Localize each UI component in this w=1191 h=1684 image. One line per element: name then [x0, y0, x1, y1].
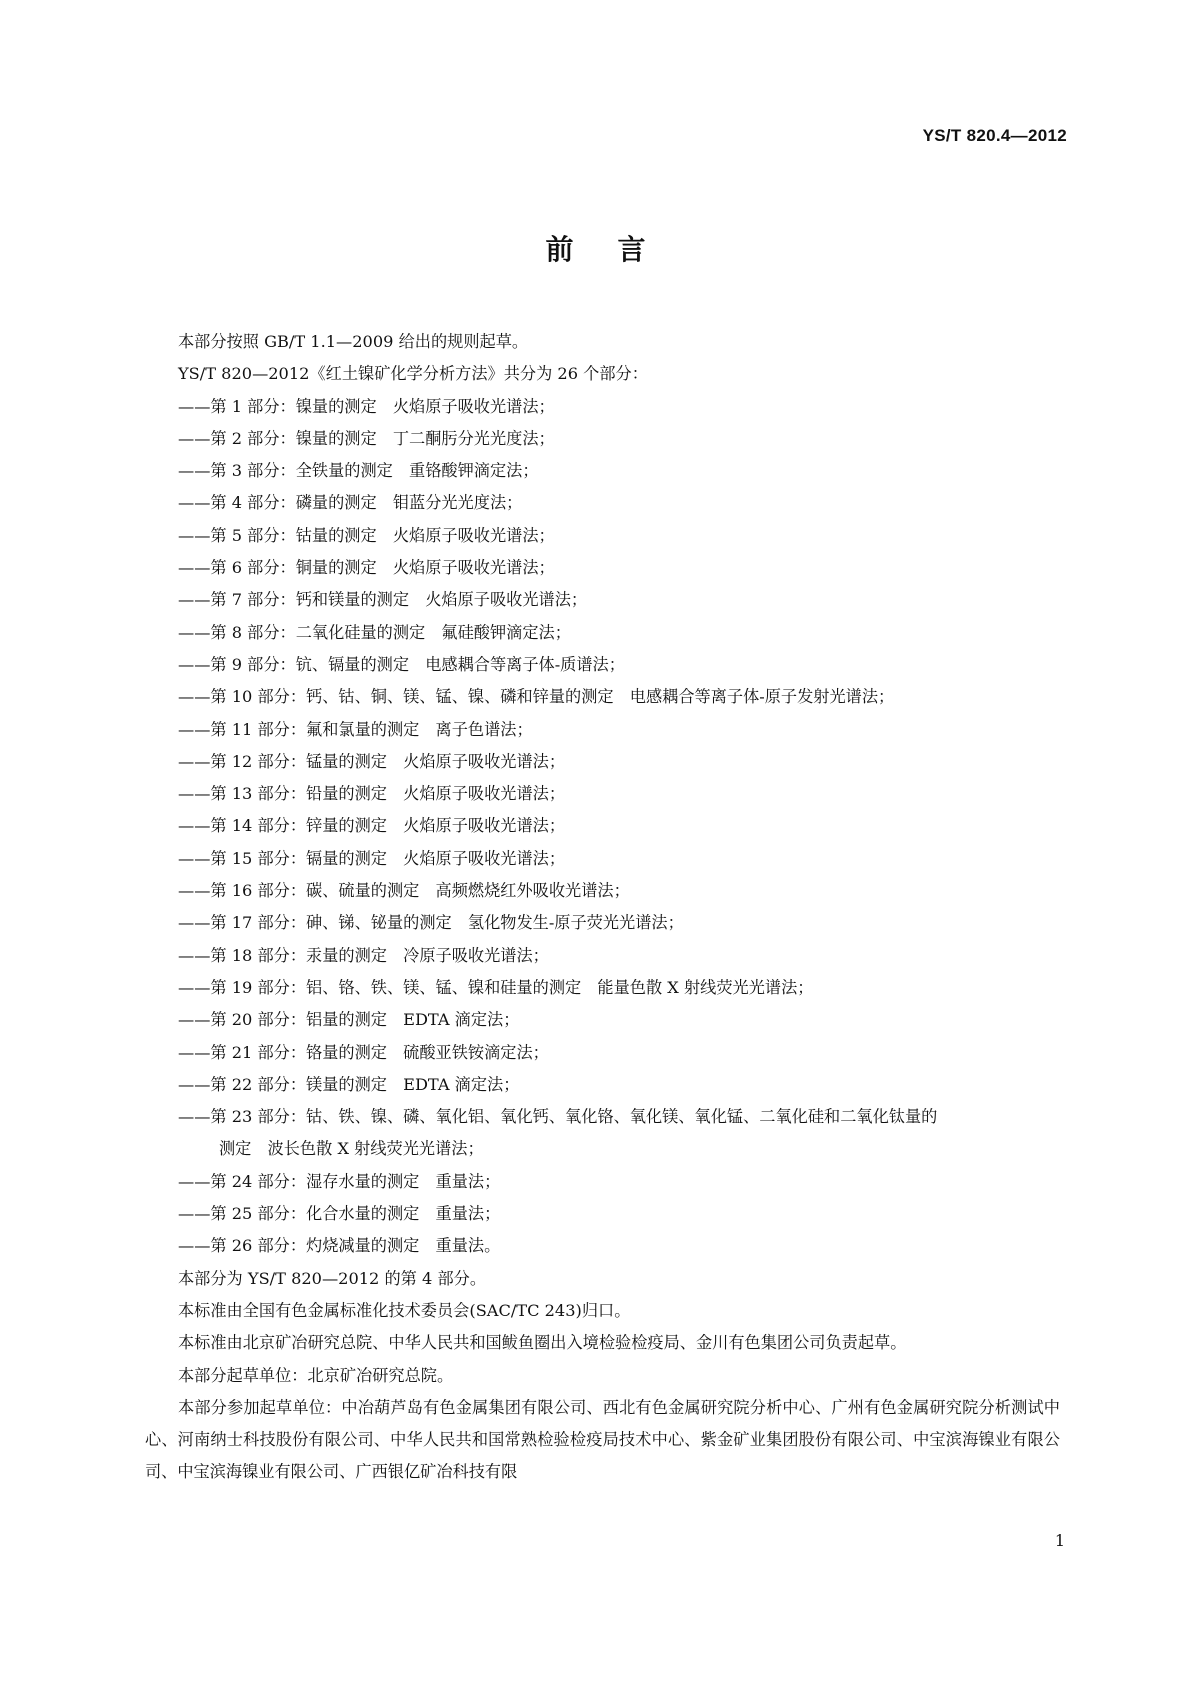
paragraph-drafting-unit: 本部分起草单位：北京矿冶研究总院。: [178, 1365, 454, 1385]
list-item: ——第 13 部分：铅量的测定 火焰原子吸收光谱法；: [178, 784, 566, 804]
list-item: ——第 9 部分：钪、镉量的测定 电感耦合等离子体-质谱法；: [178, 654, 625, 674]
paragraph-centralized-by: 本标准由全国有色金属标准化技术委员会(SAC/TC 243)归口。: [178, 1300, 631, 1320]
list-item: ——第 18 部分：汞量的测定 冷原子吸收光谱法；: [178, 945, 549, 965]
list-item: ——第 1 部分：镍量的测定 火焰原子吸收光谱法；: [178, 396, 555, 416]
list-item: ——第 10 部分：钙、钴、铜、镁、锰、镍、磷和锌量的测定 电感耦合等离子体-原子发射光谱法；: [178, 687, 895, 707]
list-item: ——第 8 部分：二氧化硅量的测定 氟硅酸钾滴定法；: [178, 622, 571, 642]
list-item: ——第 11 部分：氟和氯量的测定 离子色谱法；: [178, 719, 533, 739]
list-item: ——第 12 部分：锰量的测定 火焰原子吸收光谱法；: [178, 751, 566, 771]
paragraph-part-number: 本部分为 YS/T 820—2012 的第 4 部分。: [178, 1268, 487, 1288]
list-item: ——第 26 部分：灼烧减量的测定 重量法。: [178, 1236, 501, 1256]
list-item: ——第 2 部分：镍量的测定 丁二酮肟分光光度法；: [178, 428, 555, 448]
list-item: ——第 22 部分：镁量的测定 EDTA 滴定法；: [178, 1074, 520, 1094]
list-item: ——第 6 部分：铜量的测定 火焰原子吸收光谱法；: [178, 558, 555, 578]
list-item: ——第 17 部分：砷、锑、铋量的测定 氢化物发生-原子荧光光谱法；: [178, 913, 684, 933]
list-item: ——第 4 部分：磷量的测定 钼蓝分光光度法；: [178, 493, 523, 513]
list-item: ——第 23 部分：钴、铁、镍、磷、氧化铝、氧化钙、氧化铬、氧化镁、氧化锰、二氧化硅和二氧化钛量的: [178, 1107, 938, 1127]
paragraph-participating-units: 本部分参加起草单位：中冶葫芦岛有色金属集团有限公司、西北有色金属研究院分析中心、广州有色金属研究院分析测试中心、河南纳士科技股份有限公司、中华人民共和国常熟检验检疫局技术中心、紫金矿业集团股份有限公司、中宝滨海镍业有限公司、中宝滨海镍业有限公司、广西银亿矿冶科技有限: [145, 1397, 1060, 1482]
standard-code: YS/T 820.4—2012: [922, 126, 1067, 145]
paragraph-parts-intro: YS/T 820—2012《红土镍矿化学分析方法》共分为 26 个部分：: [178, 364, 648, 384]
list-item: ——第 20 部分：铝量的测定 EDTA 滴定法；: [178, 1010, 520, 1030]
list-item: ——第 15 部分：镉量的测定 火焰原子吸收光谱法；: [178, 848, 566, 868]
list-item: ——第 5 部分：钴量的测定 火焰原子吸收光谱法；: [178, 525, 555, 545]
list-item: ——第 25 部分：化合水量的测定 重量法；: [178, 1204, 501, 1224]
list-item: ——第 3 部分：全铁量的测定 重铬酸钾滴定法；: [178, 461, 539, 481]
list-item: ——第 16 部分：碳、硫量的测定 高频燃烧红外吸收光谱法；: [178, 881, 630, 901]
list-item: ——第 7 部分：钙和镁量的测定 火焰原子吸收光谱法；: [178, 590, 588, 610]
document-body: [145, 326, 1060, 1489]
page-title: 前言: [545, 233, 690, 266]
list-item: ——第 14 部分：锌量的测定 火焰原子吸收光谱法；: [178, 816, 566, 836]
list-item: ——第 24 部分：湿存水量的测定 重量法；: [178, 1171, 501, 1191]
list-item: ——第 19 部分：铝、铬、铁、镁、锰、镍和硅量的测定 能量色散 X 射线荧光光谱法；: [178, 977, 814, 997]
page-number: 1: [1054, 1531, 1065, 1550]
paragraph-drafted-by: 本标准由北京矿冶研究总院、中华人民共和国鲅鱼圈出入境检验检疫局、金川有色集团公司负责起草。: [178, 1333, 907, 1353]
list-item-continuation: 测定 波长色散 X 射线荧光光谱法；: [219, 1139, 484, 1159]
list-item: ——第 21 部分：铬量的测定 硫酸亚铁铵滴定法；: [178, 1042, 549, 1062]
paragraph-drafting-rules: 本部分按照 GB/T 1.1—2009 给出的规则起草。: [178, 332, 529, 351]
